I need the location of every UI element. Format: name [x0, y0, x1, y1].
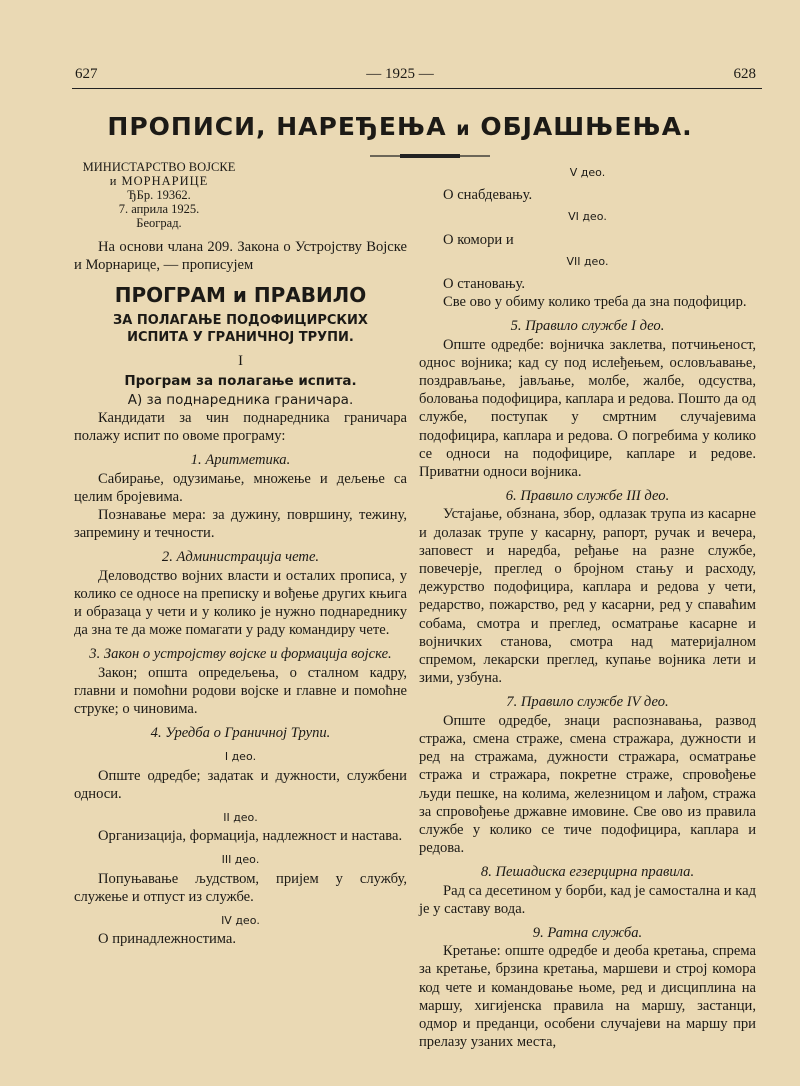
topic-heading: 2. Администрација чете. [161, 549, 320, 566]
part-label: VII део. [566, 254, 609, 268]
paragraph: Све ово у обиму колико треба да зна подофицир. [443, 294, 747, 311]
paragraph: Рад са десетином у борби, кад је самостална и кад је у саставу вода. [419, 882, 756, 917]
part-label: IV део. [221, 914, 260, 928]
topic-heading: 3. Закон о устројству војске и формација војске. [89, 646, 392, 663]
paragraph: Сабирање, одузимање, множење и дељење са целим бројевима. [74, 470, 407, 505]
topic-heading: 5. Правило службе I део. [510, 318, 665, 335]
page-title [0, 112, 800, 141]
document-number: ЂБр. 19362. [127, 188, 191, 202]
program-heading: Програм за полагање испита. [124, 372, 357, 389]
program-title: ПРОГРАМ и ПРАВИЛО [114, 283, 367, 308]
paragraph: Опште одредбе: војничка заклетва, потчињеност, однос војника; кад су под ислеђењем, ословљавање, поздрављање, јављање, молбе, жалбе, одсуства, боловања подофицира, каплара и редова. Пошто да од службе, поступак у смртним случајевима подофицира, каплара и редова. О погребима у колико се односи на подофицире, капларе и редове. Приватни односи војника. [419, 336, 756, 481]
topic-heading: 4. Уредба о Граничној Трупи. [150, 725, 331, 742]
paragraph: Познавање мера: за дужину, површину, тежину, запремину и течности. [74, 507, 407, 542]
program-subtitle: ЗА ПОЛАГАЊЕ ПОДОФИЦИРСКИХ ИСПИТА У ГРАНИЧНОЈ ТРУПИ. [113, 313, 368, 346]
page-number-left: 627 [75, 66, 98, 82]
paragraph: Кретање: опште одредбе и деоба кретања, спрема за кретање, брзина кретања, маршеви и строј комора код чете и командовање њоме, ред и дисциплина на маршу, хигијенска правила на маршу, застанци, одмор и преданци, особени случајеви на маршу при прелазу узаних места, [419, 943, 756, 1051]
topic-heading: 1. Аритметика. [190, 452, 291, 469]
page-number-right: 628 [733, 66, 756, 82]
paragraph: О принадлежностима. [98, 931, 237, 948]
paragraph: Деловодство војних власти и осталих прописа, у колико се односе на преписку и вођење других књига и образаца у чети и у колико је нужно поднареднику да зна те да може помагати у раду командиру чете. [74, 567, 407, 639]
paragraph: Организација, формација, надлежност и настава. [98, 828, 403, 845]
topic-heading: 6. Правило службе III део. [505, 488, 670, 505]
ministry-line-1: МИНИСТАРСТВО ВОЈСКЕ [82, 160, 236, 174]
paragraph: Опште одредбе; задатак и дужности, службени односи. [74, 767, 407, 802]
year-label: — 1925 — [366, 66, 434, 82]
topic-heading: 7. Правило службе IV део. [506, 694, 669, 711]
paragraph: Закон; општа опредељења, о сталном кадру, главни и помоћни родови војске и главне и помоћне струке; о чиновима. [74, 664, 407, 718]
intro-paragraph: На основи члана 209. Закона о Устројству Војске и Морнарице, — прописујем [74, 239, 407, 274]
right-column [419, 160, 756, 1051]
part-label: V део. [569, 166, 606, 179]
paragraph: О комори и [443, 231, 514, 248]
topic-heading: 9. Ратна служба. [532, 924, 643, 941]
page-header [0, 66, 800, 90]
paragraph: О снабдевању. [443, 187, 533, 204]
title-part-2: ОБЈАШЊЕЊА. [480, 112, 693, 141]
subsection-a-heading: А) за поднаредника граничара. [127, 391, 354, 408]
topic-heading: 8. Пешадиска егзерцирна правила. [480, 864, 695, 881]
part-label: III део. [221, 853, 260, 867]
document-city: Београд. [136, 216, 182, 230]
title-part-1: ПРОПИСИ, НАРЕЂЕЊА [107, 112, 447, 141]
header-rule [72, 88, 762, 89]
part-label: II део. [223, 811, 258, 825]
section-roman-numeral: I [238, 353, 243, 370]
paragraph: Опште одредбе, знаци распознавања, развод стража, смена страже, смена стражара, дужности и ред на стражама, дужности стражара, осматрање стража и стражара, покретне страже, спровођење људи пешке, на колима, железницом и лађом, стража за спровођење државне имовине. Све ово из правила службе у колико се тиче подофицира, каплара и редова. [419, 712, 756, 857]
ministry-header [74, 160, 244, 230]
ministry-line-2: и МОРНАРИЦЕ [109, 174, 209, 188]
title-conjunction: и [456, 118, 471, 140]
left-column [74, 160, 407, 949]
paragraph: О становању. [443, 276, 526, 293]
title-ornament [370, 152, 490, 160]
part-label: I део. [224, 750, 257, 764]
paragraph: Попуњавање људством, пријем у службу, служење и отпуст из службе. [74, 870, 407, 905]
document-date: 7. априла 1925. [118, 202, 200, 216]
part-label: VI део. [568, 210, 607, 224]
paragraph: Кандидати за чин поднаредника граничара полажу испит по овоме програму: [74, 410, 407, 445]
paragraph: Устајање, обзнана, збор, одлазак трупа из касарне и долазак трупе у касарну, рапорт, ручак и вечера, заповест и наредба, ређање на разне службе, повечерје, преглед о бројном стању и расходу, дежурство подофицира, каплара и редова у чети, редарство, пожарство, ред у касарни, ред у спаваћим собама, смотра и преглед, осматрање касарне и војничких станова, смотра над материјалном спремом, лекарски преглед, купање војника лети и зими, узбуна. [419, 506, 756, 687]
